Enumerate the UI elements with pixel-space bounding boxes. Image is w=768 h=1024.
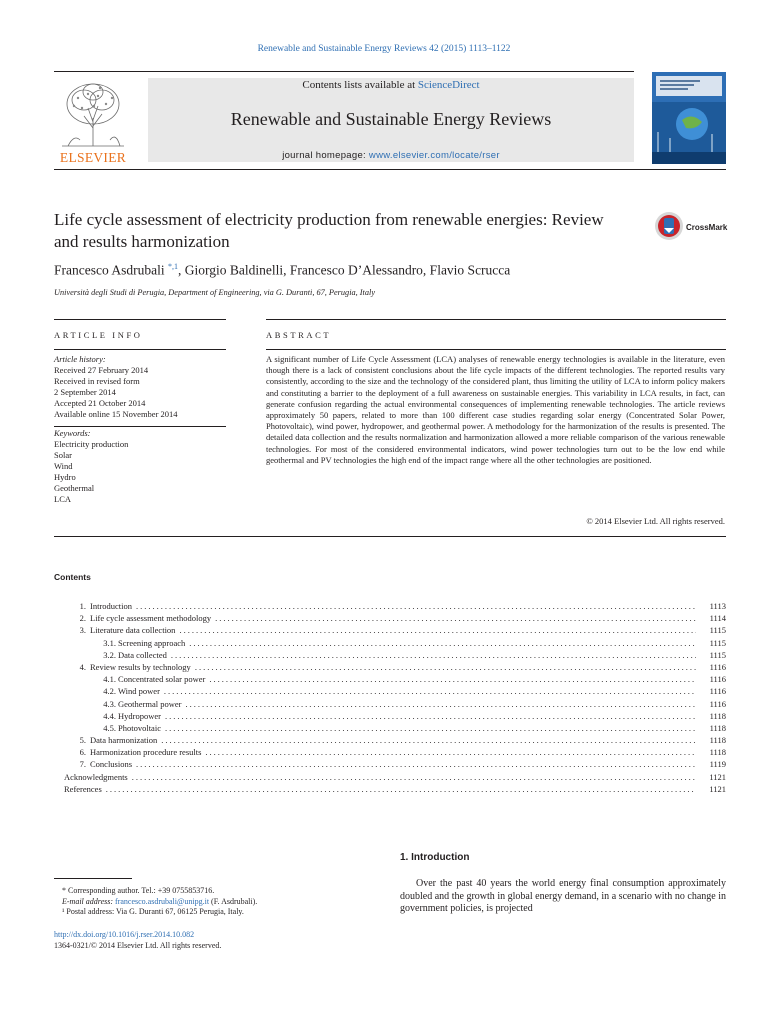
crossmark-label: CrossMark: [686, 223, 728, 232]
toc-entry-page[interactable]: 1115: [709, 637, 726, 648]
publisher-wordmark: ELSEVIER: [59, 150, 127, 165]
abstract-rule-bottom: [266, 349, 726, 350]
toc-entry[interactable]: [54, 783, 726, 795]
toc-entry-page[interactable]: 1118: [709, 747, 726, 758]
toc-entry-number: 4.2.: [103, 686, 116, 697]
contents-available-line: [148, 79, 634, 91]
toc-entry-title[interactable]: Life cycle assessment methodology: [90, 613, 212, 624]
toc-entry-page[interactable]: 1113: [709, 601, 726, 611]
abstract-rule-top: [266, 319, 726, 320]
toc-entry-title[interactable]: Geothermal power: [118, 698, 182, 709]
toc-entry[interactable]: [54, 758, 726, 770]
toc-entry-number: 1.: [79, 601, 86, 611]
toc-leader-dots: [164, 685, 696, 697]
toc-entry-number: 2.: [79, 613, 86, 624]
toc-entry-page[interactable]: 1116: [709, 698, 726, 709]
toc-leader-dots: [165, 722, 696, 734]
toc-entry-title[interactable]: Data harmonization: [90, 735, 158, 746]
keyword: Electricity production: [54, 439, 129, 449]
abstract-heading: ABSTRACT: [266, 330, 332, 340]
toc-entry-page[interactable]: 1114: [709, 613, 726, 624]
toc-entry-title[interactable]: Concentrated solar power: [118, 674, 206, 685]
keywords-divider: [54, 426, 226, 427]
toc-entry[interactable]: [54, 661, 726, 673]
toc-entry-page[interactable]: 1118: [709, 710, 726, 721]
toc-entry-page[interactable]: 1119: [709, 759, 726, 770]
journal-citation-link[interactable]: Renewable and Sustainable Energy Reviews 42 (2015) 1113–1122: [257, 44, 511, 54]
email-note: [62, 897, 392, 908]
issn-copyright: 1364-0321/© 2014 Elsevier Ltd. All rights reserved.: [54, 941, 222, 950]
toc-leader-dots: [165, 710, 696, 722]
toc-entry-page[interactable]: 1116: [709, 686, 726, 697]
author-footnote-marks[interactable]: *,1: [167, 262, 178, 271]
history-line: Accepted 21 October 2014: [54, 398, 146, 408]
article-info-rule-bottom: [54, 349, 226, 350]
toc-entry-title[interactable]: Wind power: [118, 686, 160, 697]
journal-cover-thumbnail: [652, 72, 726, 164]
crossmark-icon: [654, 211, 684, 241]
toc-entry[interactable]: [54, 722, 726, 734]
toc-entry-number: 3.1.: [103, 637, 116, 648]
toc-entry-page[interactable]: 1116: [709, 674, 726, 685]
toc-leader-dots: [186, 698, 697, 710]
keyword: LCA: [54, 494, 71, 504]
email-label: E-mail address:: [62, 896, 116, 906]
toc-entry[interactable]: [54, 600, 726, 612]
postal-address-note: ¹ Postal address: Via G. Duranti 67, 06125 Perugia, Italy.: [62, 907, 244, 917]
sciencedirect-link[interactable]: ScienceDirect: [417, 79, 480, 91]
toc-leader-dots: [205, 746, 696, 758]
keyword: Wind: [54, 461, 73, 471]
header-top-rule: [54, 71, 634, 72]
toc-entry[interactable]: [54, 612, 726, 624]
journal-homepage-line: [148, 150, 634, 161]
abstract-text: A significant number of Life Cycle Assessment (LCA) analyses of renewable energy technologies is available in the literature, even though there is a lack of consistent conclusions about the life cycle impacts of the different technologies. The reported results vary consistently, according to the size and the technology of the considered plant, thus limiting the utility of LCA to inform policy makers and constituting a barrier to the deployment of a full awareness on sustainable energies. This variability in LCA results, in fact, can generate confusion regarding the actual environmental consequences of implementing renewable technologies. The article reviews approximately 50 papers, related to more than 100 different case studies regarding solar energy (Concentrated Solar Power, Photovoltaic), wind power, hydropower, and geothermal power. A methodology for the harmonization of the results is presented. The detailed data collection and the results normalization and harmonization allowed a more reliable comparison of the various renewable technologies. For most of the considered environmental indicators, wind power technologies turn out to be the low end while geothermal and PV technologies the high end of the impact range where all the other technologies are positioned.: [266, 354, 725, 465]
toc-entry[interactable]: [54, 624, 726, 636]
corresponding-author-note: * Corresponding author. Tel.: +39 0755853716.: [62, 886, 215, 895]
toc-entry-number: 7.: [79, 759, 86, 770]
toc-leader-dots: [136, 600, 696, 612]
history-line: 2 September 2014: [54, 387, 116, 397]
journal-homepage-link[interactable]: www.elsevier.com/locate/rser: [368, 150, 500, 161]
article-title: Life cycle assessment of electricity production from renewable energies: Review and results harmonization: [54, 210, 604, 251]
toc-leader-dots: [171, 649, 696, 661]
toc-leader-dots: [106, 783, 696, 795]
toc-entry-title[interactable]: Acknowledgments: [64, 771, 128, 782]
toc-entry[interactable]: [54, 698, 726, 710]
masthead-bottom-rule: [54, 169, 726, 170]
toc-entry[interactable]: [54, 685, 726, 697]
toc-entry-number: 5.: [79, 735, 86, 746]
toc-entry-title[interactable]: Literature data collection: [90, 625, 176, 636]
author-email-link[interactable]: francesco.asdrubali@unipg.it: [115, 896, 210, 906]
toc-entry-number: 4.: [79, 661, 86, 672]
toc-leader-dots: [209, 673, 696, 685]
article-history-block: [54, 354, 234, 505]
toc-leader-dots: [215, 612, 696, 624]
history-line: Received 27 February 2014: [54, 365, 149, 375]
toc-leader-dots: [161, 734, 696, 746]
footnotes: [62, 886, 392, 918]
doi-link[interactable]: http://dx.doi.org/10.1016/j.rser.2014.10.082: [54, 930, 195, 939]
toc-leader-dots: [189, 637, 696, 649]
toc-leader-dots: [132, 771, 696, 783]
toc-entry-title[interactable]: Harmonization procedure results: [90, 747, 202, 758]
toc-entry-page[interactable]: 1116: [709, 661, 726, 672]
toc-entry-page[interactable]: 1118: [709, 735, 726, 746]
keyword: Hydro: [54, 472, 76, 482]
toc-entry-page[interactable]: 1115: [709, 625, 726, 636]
contents-heading: Contents: [54, 572, 91, 582]
toc-entry-title[interactable]: Data collected: [118, 649, 167, 660]
toc-entry-number: 6.: [79, 747, 86, 758]
article-history-label: Article history:: [54, 354, 106, 364]
keywords-label: Keywords:: [54, 428, 91, 438]
footnote-rule: [54, 878, 132, 879]
article-info-heading: ARTICLE INFO: [54, 330, 143, 340]
toc-entry[interactable]: [54, 710, 726, 722]
toc-leader-dots: [136, 758, 696, 770]
keyword: Solar: [54, 450, 72, 460]
author-affiliation: Università degli Studi di Perugia, Department of Engineering, via G. Duranti, 67, Perugia, Italy: [54, 288, 376, 297]
toc-leader-dots: [195, 661, 696, 673]
toc-entry[interactable]: [54, 746, 726, 758]
toc-entry[interactable]: [54, 649, 726, 661]
first-author[interactable]: Francesco Asdrubali: [54, 262, 165, 278]
introduction-text: Over the past 40 years the world energy final consumption approximately doubled and the growth in global energy demand, in a scenario with no change in government policies, is projected: [400, 878, 726, 915]
toc-entry-title[interactable]: Photovoltaic: [118, 722, 161, 733]
toc-entry[interactable]: [54, 637, 726, 649]
toc-entry-title[interactable]: Review results by technology: [90, 661, 191, 672]
other-authors: , Giorgio Baldinelli, Francesco D’Alessandro, Flavio Scrucca: [177, 262, 511, 278]
history-line: Available online 15 November 2014: [54, 409, 178, 419]
toc-entry-number: 4.1.: [103, 674, 116, 685]
toc-entry[interactable]: [54, 673, 726, 685]
toc-entry-number: 4.4.: [103, 710, 116, 721]
email-suffix: (F. Asdrubali).: [209, 896, 258, 906]
toc-entry[interactable]: [54, 771, 726, 783]
contents-prefix: Contents lists available at: [302, 79, 418, 91]
table-of-contents: [54, 600, 726, 795]
history-line: Received in revised form: [54, 376, 140, 386]
toc-entry[interactable]: [54, 734, 726, 746]
toc-entry-number: 3.2.: [103, 649, 116, 660]
homepage-prefix: journal homepage:: [282, 150, 369, 161]
toc-entry-title[interactable]: Introduction: [90, 601, 133, 611]
abstract-copyright: © 2014 Elsevier Ltd. All rights reserved.: [586, 516, 725, 526]
toc-entry-title[interactable]: References: [64, 783, 102, 794]
toc-leader-dots: [179, 624, 696, 636]
toc-entry-number: 4.5.: [103, 722, 116, 733]
keyword: Geothermal: [54, 483, 95, 493]
introduction-heading: 1. Introduction: [400, 852, 470, 863]
toc-entry-number: 3.: [79, 625, 86, 636]
journal-title: Renewable and Sustainable Energy Reviews: [230, 109, 552, 129]
toc-entry-title[interactable]: Conclusions: [90, 759, 133, 770]
author-list: [54, 262, 510, 279]
toc-entry-page[interactable]: 1121: [709, 783, 726, 794]
toc-entry-page[interactable]: 1115: [709, 649, 726, 660]
toc-entry-title[interactable]: Screening approach: [118, 637, 186, 648]
toc-entry-page[interactable]: 1118: [709, 722, 726, 733]
toc-entry-title[interactable]: Hydropower: [118, 710, 161, 721]
abstract-end-rule: [54, 536, 726, 537]
toc-entry-number: 4.3.: [103, 698, 116, 709]
toc-entry-page[interactable]: 1121: [709, 771, 726, 782]
article-info-rule-top: [54, 319, 226, 320]
